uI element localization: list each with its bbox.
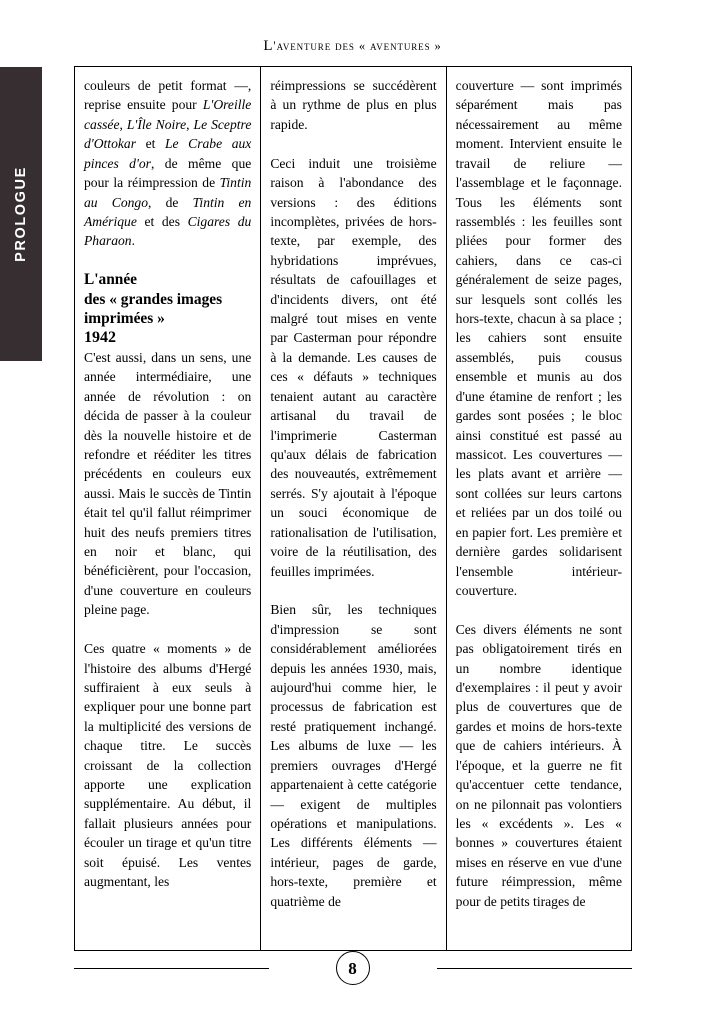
running-head-text: 'aventure des « aventures » (273, 39, 442, 53)
running-head (0, 38, 705, 55)
work-title: Le Crabe aux pinces d'or (84, 136, 252, 171)
text-column-3 (446, 67, 631, 950)
body-paragraph: réimpressions se succédèrent à un rythme de plus en plus rapide. (270, 78, 437, 132)
chapter-thumb-tab (0, 67, 42, 361)
text-column-2 (260, 67, 445, 950)
running-head-initial: L (263, 38, 274, 54)
work-title: Cigares du Pharaon (84, 213, 252, 249)
chapter-thumb-tab-label: PROLOGUE (13, 166, 29, 262)
work-title: L'Île Noire (126, 116, 187, 132)
section-heading-line: L'année (84, 271, 138, 289)
page-number: 8 (348, 958, 357, 978)
body-paragraph: Ces quatre « moments » de l'histoire des albums d'Hergé suffiraient à eux seuls à expliquer pour une bonne part la multiplicité des versions de chaque titre. Le succès croissant de la collection apporte une explication supplémentaire. Au début, il fallait plusieurs années pour écouler un tirage et qu'un titre soit épuisé. Les ventes augmentant, les (84, 641, 252, 890)
folio-rule-left (74, 968, 269, 969)
section-heading (84, 270, 251, 348)
section-heading-line: des « grandes images (84, 290, 223, 308)
work-title: Tintin en Amérique (84, 194, 252, 229)
body-paragraph: couverture — sont imprimés séparément mais pas nécessairement au même moment. Intervient ensuite le travail de reliure — l'assemblage et le façonnage. Tous les éléments sont rassemblés : les feuilles sont pliées pour former des cahiers, dans ce cas-ci généralement de seize pages, sur lesquels sont collés les hors-texte, chacun à sa place ; les cahiers sont ensuite assemblés, puis cousus ensemble et munis au dos d'une étamine de renfort ; les gardes sont posées ; le bloc ainsi constitué est passé au massicot. Les couvertures — les plats avant et arrière — sont collées sur leurs cartons et reliées par un dos toilé ou en papier fort. Les première et dernière gardes solidarisent l'ensemble intérieur-couverture. (455, 78, 622, 598)
body-paragraph: C'est aussi, dans un sens, une année intermédiaire, une année de révolution : on décida de passer à la couleur dès la nouvelle histoire et de refondre et rééditer les titres précédents en couleurs eux aussi. Mais le succès de Tintin était tel qu'il fallut réimprimer huit des neufs premiers titres en noir et blanc, qui bénéficièrent, pour l'occasion, d'une couverture en couleurs pleine page. (84, 349, 252, 618)
body-paragraph: Ceci induit une troisième raison à l'abondance des versions : des éditions incomplètes, privées de hors-texte, par exemple, des hybridations imprévues, résultats de cafouillages et d'incidents divers, ont été malgré tout mises en vente par Casterman pour répondre à la demande. Les causes de ces « défauts » techniques tenaient autant au caractère artisanal du travail de l'imprimerie Casterman qu'aux délais de fabrication des nouveautés, extrêmement serrés. S'y ajoutait à l'époque un souci économique de rationalisation de l'utilisation, voire de la réutilisation, des feuilles imprimées. (270, 155, 437, 579)
folio (0, 951, 705, 985)
text-column-1 (75, 67, 260, 950)
folio-rule-right (437, 968, 632, 969)
section-heading-line: 1942 (84, 329, 116, 347)
work-title: Tintin au Congo (84, 175, 252, 210)
work-title: Le Sceptre d'Ottokar (84, 116, 252, 152)
section-heading-line: imprimées » (84, 310, 165, 327)
body-paragraph: Bien sûr, les techniques d'impression se sont considérablement améliorées depuis les années 1930, mais, aujourd'hui comme hier, le processus de fabrication est resté pratiquement inchangé. Les albums de luxe — les premiers ouvrages d'Hergé appartenaient à cette catégorie — exigent de multiples opérations et manipulations. Les différents éléments — intérieur, pages de garde, hors-texte, première et quatrième de (270, 602, 437, 909)
work-title: L'Oreille cassée (84, 97, 252, 132)
text-frame (74, 66, 632, 951)
body-paragraph: Ces divers éléments ne sont pas obligatoirement tirés en un nombre identique d'exemplaires : il peut y avoir plus de couvertures que de gardes et moins de hors-texte que de cahiers intérieurs. À l'époque, et la guerre ne fit qu'accentuer cette tendance, on ne pilonnait pas volontiers les « excédents ». Les « bonnes » couvertures étaient mises en réserve en vue d'une future réimpression, même pour de petits tirages de (455, 621, 622, 909)
body-paragraph: couleurs de petit format —, reprise ensuite pour L'Oreille cassée, L'Île Noire, Le Sceptre d'Ottokar et Le Crabe aux pinces d'or, de même que pour la réimpression de Tintin au Congo, de Tintin en Amérique et des Cigares du Pharaon. (84, 78, 252, 249)
folio-circle (336, 951, 370, 985)
